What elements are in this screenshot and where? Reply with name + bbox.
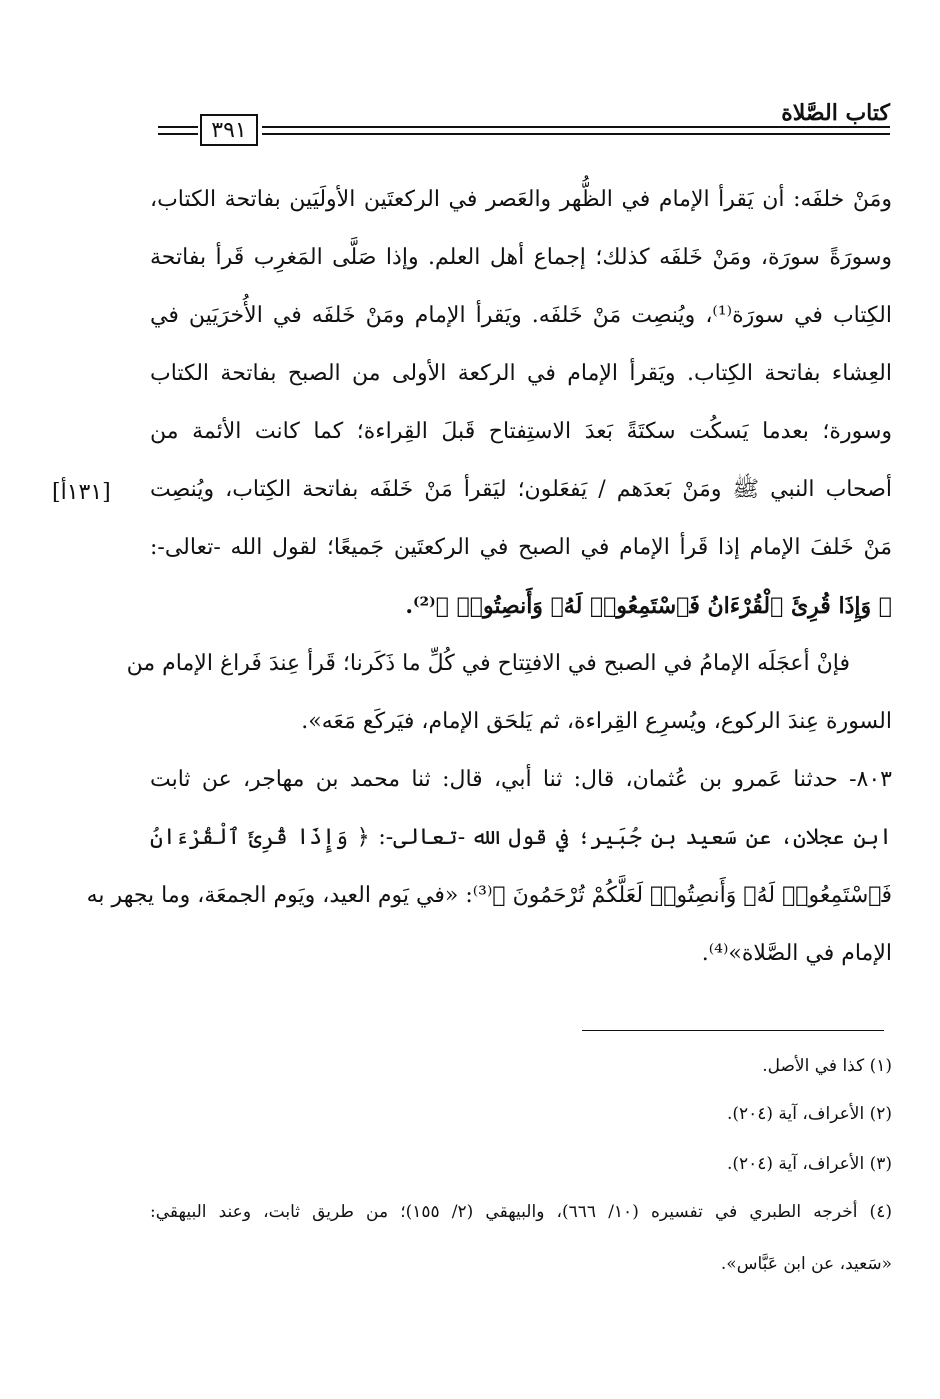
header-rule bbox=[262, 133, 890, 135]
hadith-line: ٨٠٣- حدثنا عَمرو بن عُثمان، قال: ثنا أبي، قال: ثنا محمد بن مهاجر، عن ثابت bbox=[150, 767, 892, 792]
text-line: أصحاب النبي ﷺ ومَنْ بَعدَهم / يَفعَلون؛ ليَقرأ مَنْ خَلفَه بفاتحة الكِتاب، ويُنصِت bbox=[150, 477, 892, 502]
hadith-line: الإمام في الصَّلاة»⁽⁴⁾. bbox=[701, 941, 892, 966]
page-number: ٣٩١ bbox=[200, 114, 258, 146]
header-rule bbox=[158, 133, 198, 135]
footnote-separator bbox=[582, 1030, 884, 1031]
footnote: (٤) أخرجه الطبري في تفسيره (١٠/ ٦٦٦)، والبيهقي (٢/ ١٥٥)؛ من طريق ثابت، وعند البيهقي: bbox=[150, 1202, 892, 1222]
header-rule bbox=[262, 126, 890, 128]
header-rule bbox=[158, 126, 198, 128]
text-line: العِشاء بفاتحة الكِتاب. ويَقرأ الإمام في الركعة الأولى من الصبح بفاتحة الكتاب bbox=[150, 361, 892, 386]
footnote: (٣) الأعراف، آية (٢٠٤). bbox=[726, 1154, 892, 1174]
chapter-title: كتاب الصَّلاة bbox=[781, 100, 890, 126]
manuscript-folio-ref: [١٣١أ] bbox=[52, 480, 111, 505]
text-line: فإنْ أعجَلَه الإمامُ في الصبح في الافتِتاح في كُلِّ ما ذَكَرنا؛ قَرأ عِندَ فَراغ الإمام من bbox=[126, 651, 850, 676]
footnote: (٢) الأعراف، آية (٢٠٤). bbox=[726, 1104, 892, 1124]
footnote: «سَعيد، عن ابن عَبَّاس». bbox=[720, 1254, 892, 1274]
text-line: مَنْ خَلفَ الإمام إذا قَرأ الإمام في الصبح في الركعتَين جَميعًا؛ لقول الله -تعالى-: bbox=[150, 535, 892, 560]
text-line: وسورة؛ بعدما يَسكُت سكتَةً بَعدَ الاستِفتاح قَبلَ القِراءة؛ كما كانت الأئمة من bbox=[150, 419, 892, 444]
hadith-line: فَٱسْتَمِعُوا۟ لَهُۥ وَأَنصِتُوا۟ لَعَلَّكُمْ تُرْحَمُونَ ﴾⁽³⁾: «في يَوم العيد، ويَوم الجمعَة، وما يجهر به bbox=[86, 883, 892, 908]
quran-verse-line: ﴿ وَإِذَا قُرِئَ ٱلْقُرْءَانُ فَٱسْتَمِعُوا۟ لَهُۥ وَأَنصِتُوا۟ ﴾⁽²⁾. bbox=[405, 593, 892, 619]
text-line: وسورَةً سورَة، ومَنْ خَلفَه كذلك؛ إجماع أهل العلم. وإذا صَلَّى المَغرِب قَرأ بفاتحة bbox=[150, 245, 892, 270]
text-line: ومَنْ خلفَه: أن يَقرأ الإمام في الظُّهر والعَصر في الركعتَين الأولَيَين بفاتحة الكتاب، bbox=[150, 187, 892, 212]
hadith-line: ابن عجلان، عن سَعيد بن جُبَير؛ في قول الله -تعالى-: ﴿ وَإِذَا قُرِئَ ٱلْقُرْءَانُ bbox=[150, 825, 892, 850]
footnote: (١) كذا في الأصل. bbox=[762, 1056, 892, 1076]
text-line: السورة عِندَ الركوع، ويُسرِع القِراءة، ثم يَلحَق الإمام، فيَركَع مَعَه». bbox=[301, 709, 892, 734]
text-line: الكِتاب في سورَة⁽¹⁾، ويُنصِت مَنْ خَلفَه. ويَقرأ الإمام ومَنْ خَلفَه في الأُخرَيَين في bbox=[150, 303, 892, 328]
